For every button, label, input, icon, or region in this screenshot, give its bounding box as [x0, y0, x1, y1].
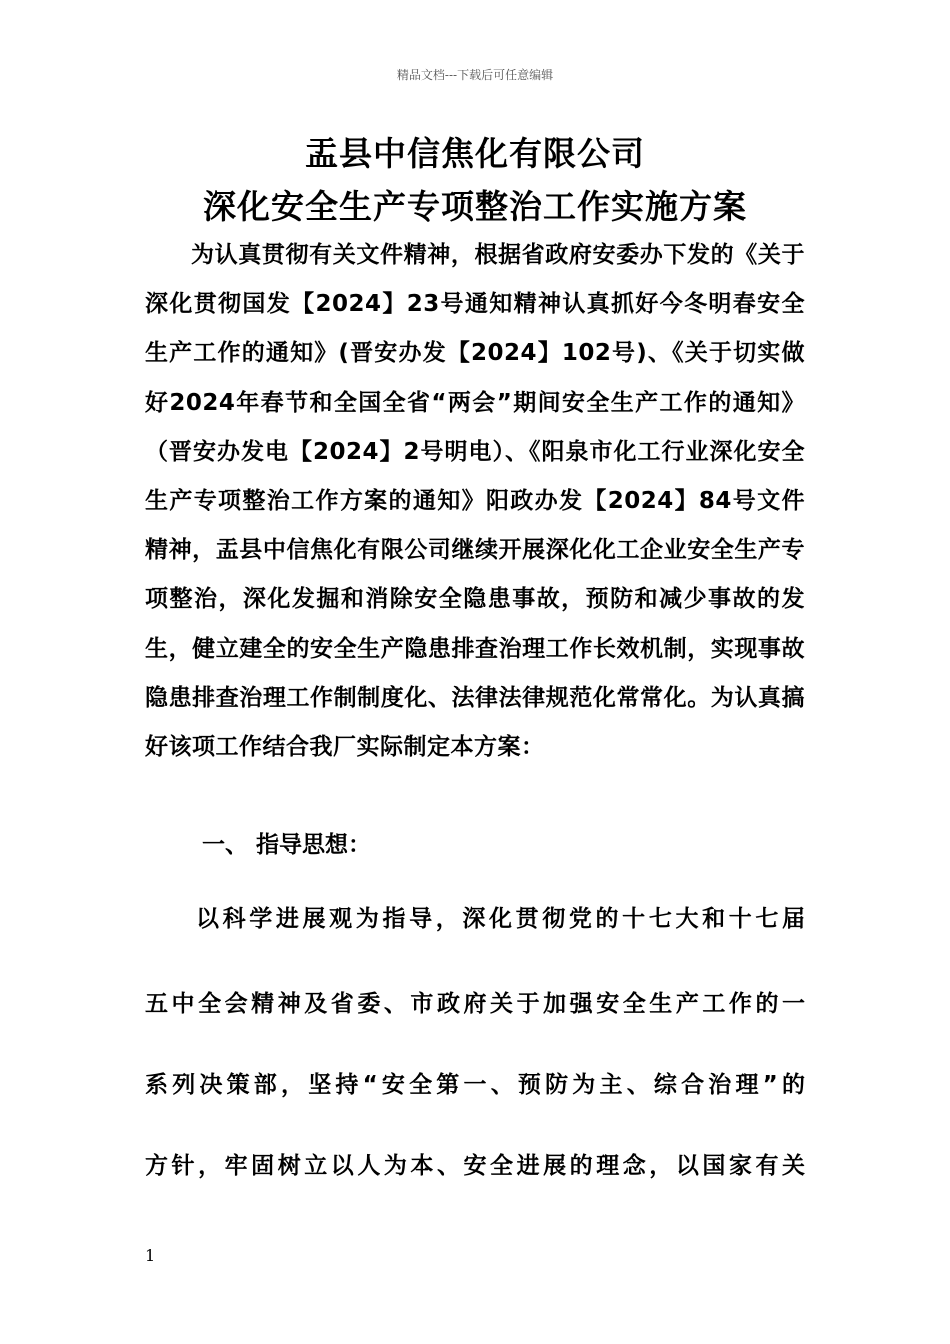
intro-paragraph: 为认真贯彻有关文件精神，根据省政府安委办下发的《关于深化贯彻国发【2024】23号通知精神认真抓好今冬明春安全生产工作的通知》(晋安办发【2024】102号)、《关于切实做好2024年春节和全国全省“两会”期间安全生产工作的通知》（晋安办发电【2024】2号明电）、《阳泉市化工行业深化安全生产专项整治工作方案的通知》阳政办发【2024】84号文件精神，盂县中信焦化有限公司继续开展深化化工企业安全生产专项整治，深化发掘和消除安全隐患事故，预防和减少事故的发生，健立建全的安全生产隐患排查治理工作长效机制，实现事故隐患排查治理工作制制度化、法律法律规范化常常化。为认真搞好该项工作结合我厂实际制定本方案： — [145, 242, 805, 761]
page-header: 精品文档---下载后可任意编辑 — [396, 68, 554, 82]
section-body-line: 方针，牢固树立以人为本、安全进展的理念，以国家有关 — [145, 1153, 805, 1179]
document-title-line2: 深化安全生产专项整治工作实施方案 — [203, 187, 747, 226]
section-body-line: 以科学进展观为指导，深化贯彻党的十七大和十七届 — [196, 906, 805, 932]
section-body-line: 系列决策部，坚持“安全第一、预防为主、综合治理”的 — [145, 1072, 805, 1098]
section-body-line: 五中全会精神及省委、市政府关于加强安全生产工作的一 — [145, 991, 805, 1017]
document-title-line1: 盂县中信焦化有限公司 — [305, 134, 645, 173]
page-number: 1 — [145, 1246, 156, 1265]
section-heading: 一、 指导思想： — [202, 832, 372, 858]
